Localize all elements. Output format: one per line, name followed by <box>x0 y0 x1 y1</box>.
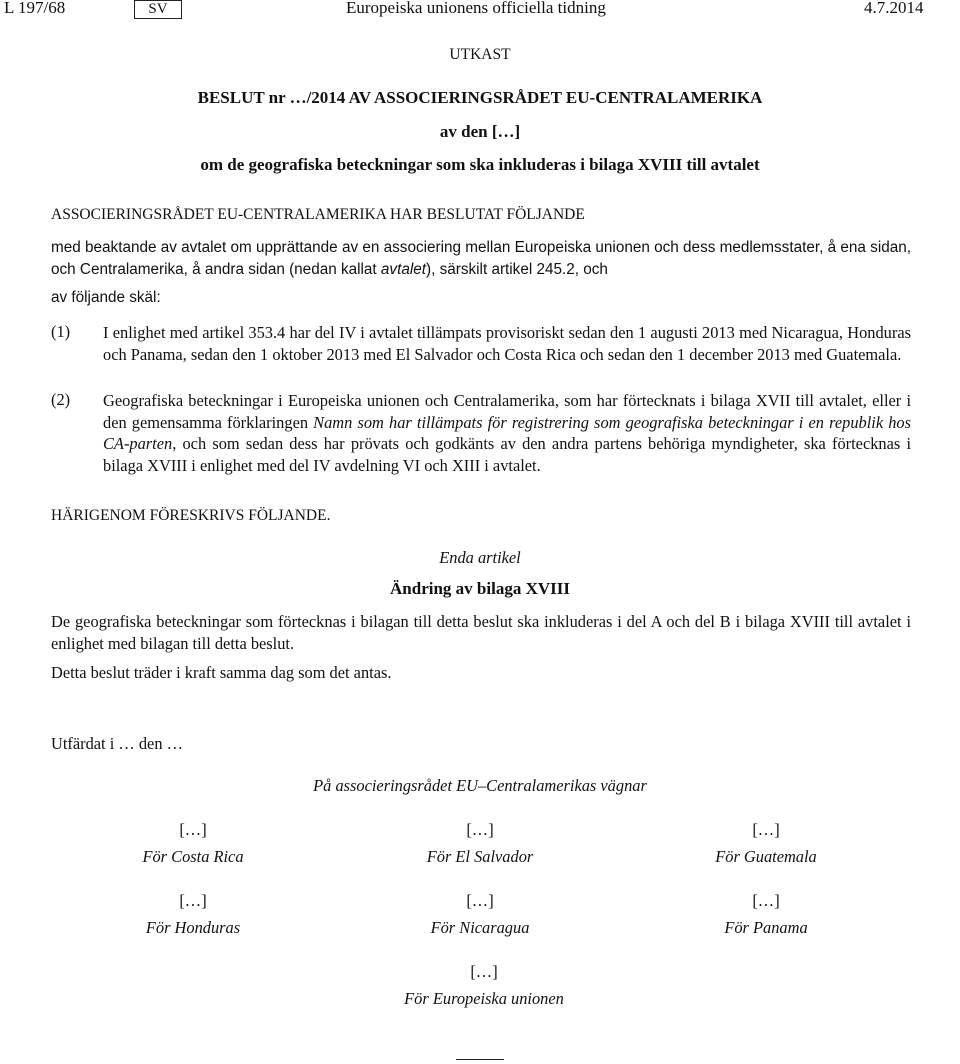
draft-label: UTKAST <box>449 46 511 63</box>
signature-placeholder: […] <box>466 820 494 839</box>
item-number: (2) <box>51 390 71 409</box>
signature-placeholder: […] <box>752 891 780 910</box>
language-badge: SV <box>134 0 182 19</box>
reasons-intro: av följande skäl: <box>51 289 161 306</box>
page-reference: L 197/68 <box>4 0 66 17</box>
article-text: De geografiska beteckningar som förtecknas i bilagan till detta beslut ska inkluderas i del A och del B i bilaga XVIII till avtalet i enlighet med bilagan till detta beslut. <box>51 612 911 653</box>
journal-title: Europeiska unionens officiella tidning <box>346 0 606 17</box>
signatory-label: För El Salvador <box>426 847 534 866</box>
item-number: (1) <box>51 322 71 341</box>
decision-subject: om de geografiska beteckningar som ska inkluderas i bilaga XVIII till avtalet <box>200 155 760 174</box>
signature-placeholder: […] <box>179 891 207 910</box>
signature-placeholder: […] <box>752 820 780 839</box>
signatory-label: För Europeiska unionen <box>404 989 564 1008</box>
signature-placeholder: […] <box>470 962 498 981</box>
recital-intro-emphasis: avtalet <box>380 260 426 278</box>
signatory-label: För Guatemala <box>715 847 817 866</box>
publication-date: 4.7.2014 <box>864 0 924 17</box>
signature-placeholder: […] <box>179 820 207 839</box>
footer-rule <box>456 1059 504 1060</box>
signatory-label: För Panama <box>724 918 808 937</box>
signatory-label: För Costa Rica <box>142 847 244 866</box>
item-emphasis: Namn som har tillämpats för registrering som geografiska beteckningar i en republik hos CA-parten <box>103 412 911 453</box>
article-label: Enda artikel <box>439 548 521 567</box>
signatory-label: För Nicaragua <box>430 918 530 937</box>
council-heading: ASSOCIERINGSRÅDET EU-CENTRALAMERIKA HAR BESLUTAT FÖLJANDE <box>51 206 585 223</box>
decision-heading: HÄRIGENOM FÖRESKRIVS FÖLJANDE. <box>51 507 331 524</box>
signatory-label: För Honduras <box>145 918 241 937</box>
signature-placeholder: […] <box>466 891 494 910</box>
item-text: I enlighet med artikel 353.4 har del IV i avtalet tillämpats provisoriskt sedan den 1 augusti 2013 med Nicaragua, Honduras och Panama, sedan den 1 oktober 2013 med El Salvador och Costa Rica och sedan den 1 december 2013 med Guatemala. <box>103 323 911 364</box>
article-title: Ändring av bilaga XVIII <box>390 579 570 598</box>
item-text: Geografiska beteckningar i Europeiska unionen och Centralamerika, som har förtecknats i bilaga XVII till avtalet, eller i den gemensamma förklaringen Namn som har tillämpats för registrering som geografiska beteckningar i en republik hos CA-parten, och som sedan dess har prövats och godkänts av den andra partens behöriga myndigheter, ska förtecknas i bilaga XVIII i enlighet med del IV avdelning VI och XIII i avtalet. <box>103 391 911 475</box>
done-at: Utfärdat i … den … <box>51 734 183 753</box>
on-behalf-of: På associeringsrådet EU–Centralamerikas vägnar <box>313 776 647 795</box>
recital-intro: med beaktande av avtalet om upprättande av en associering mellan Europeiska unionen och dess medlemsstater, å ena sidan, och Centralamerika, å andra sidan (nedan kallat avtalet), särskilt artikel 245.2, och <box>51 239 911 278</box>
decision-title: BESLUT nr …/2014 AV ASSOCIERINGSRÅDET EU-CENTRALAMERIKA <box>197 88 763 107</box>
decision-date: av den […] <box>439 122 521 141</box>
entry-into-force: Detta beslut träder i kraft samma dag som det antas. <box>51 663 392 682</box>
